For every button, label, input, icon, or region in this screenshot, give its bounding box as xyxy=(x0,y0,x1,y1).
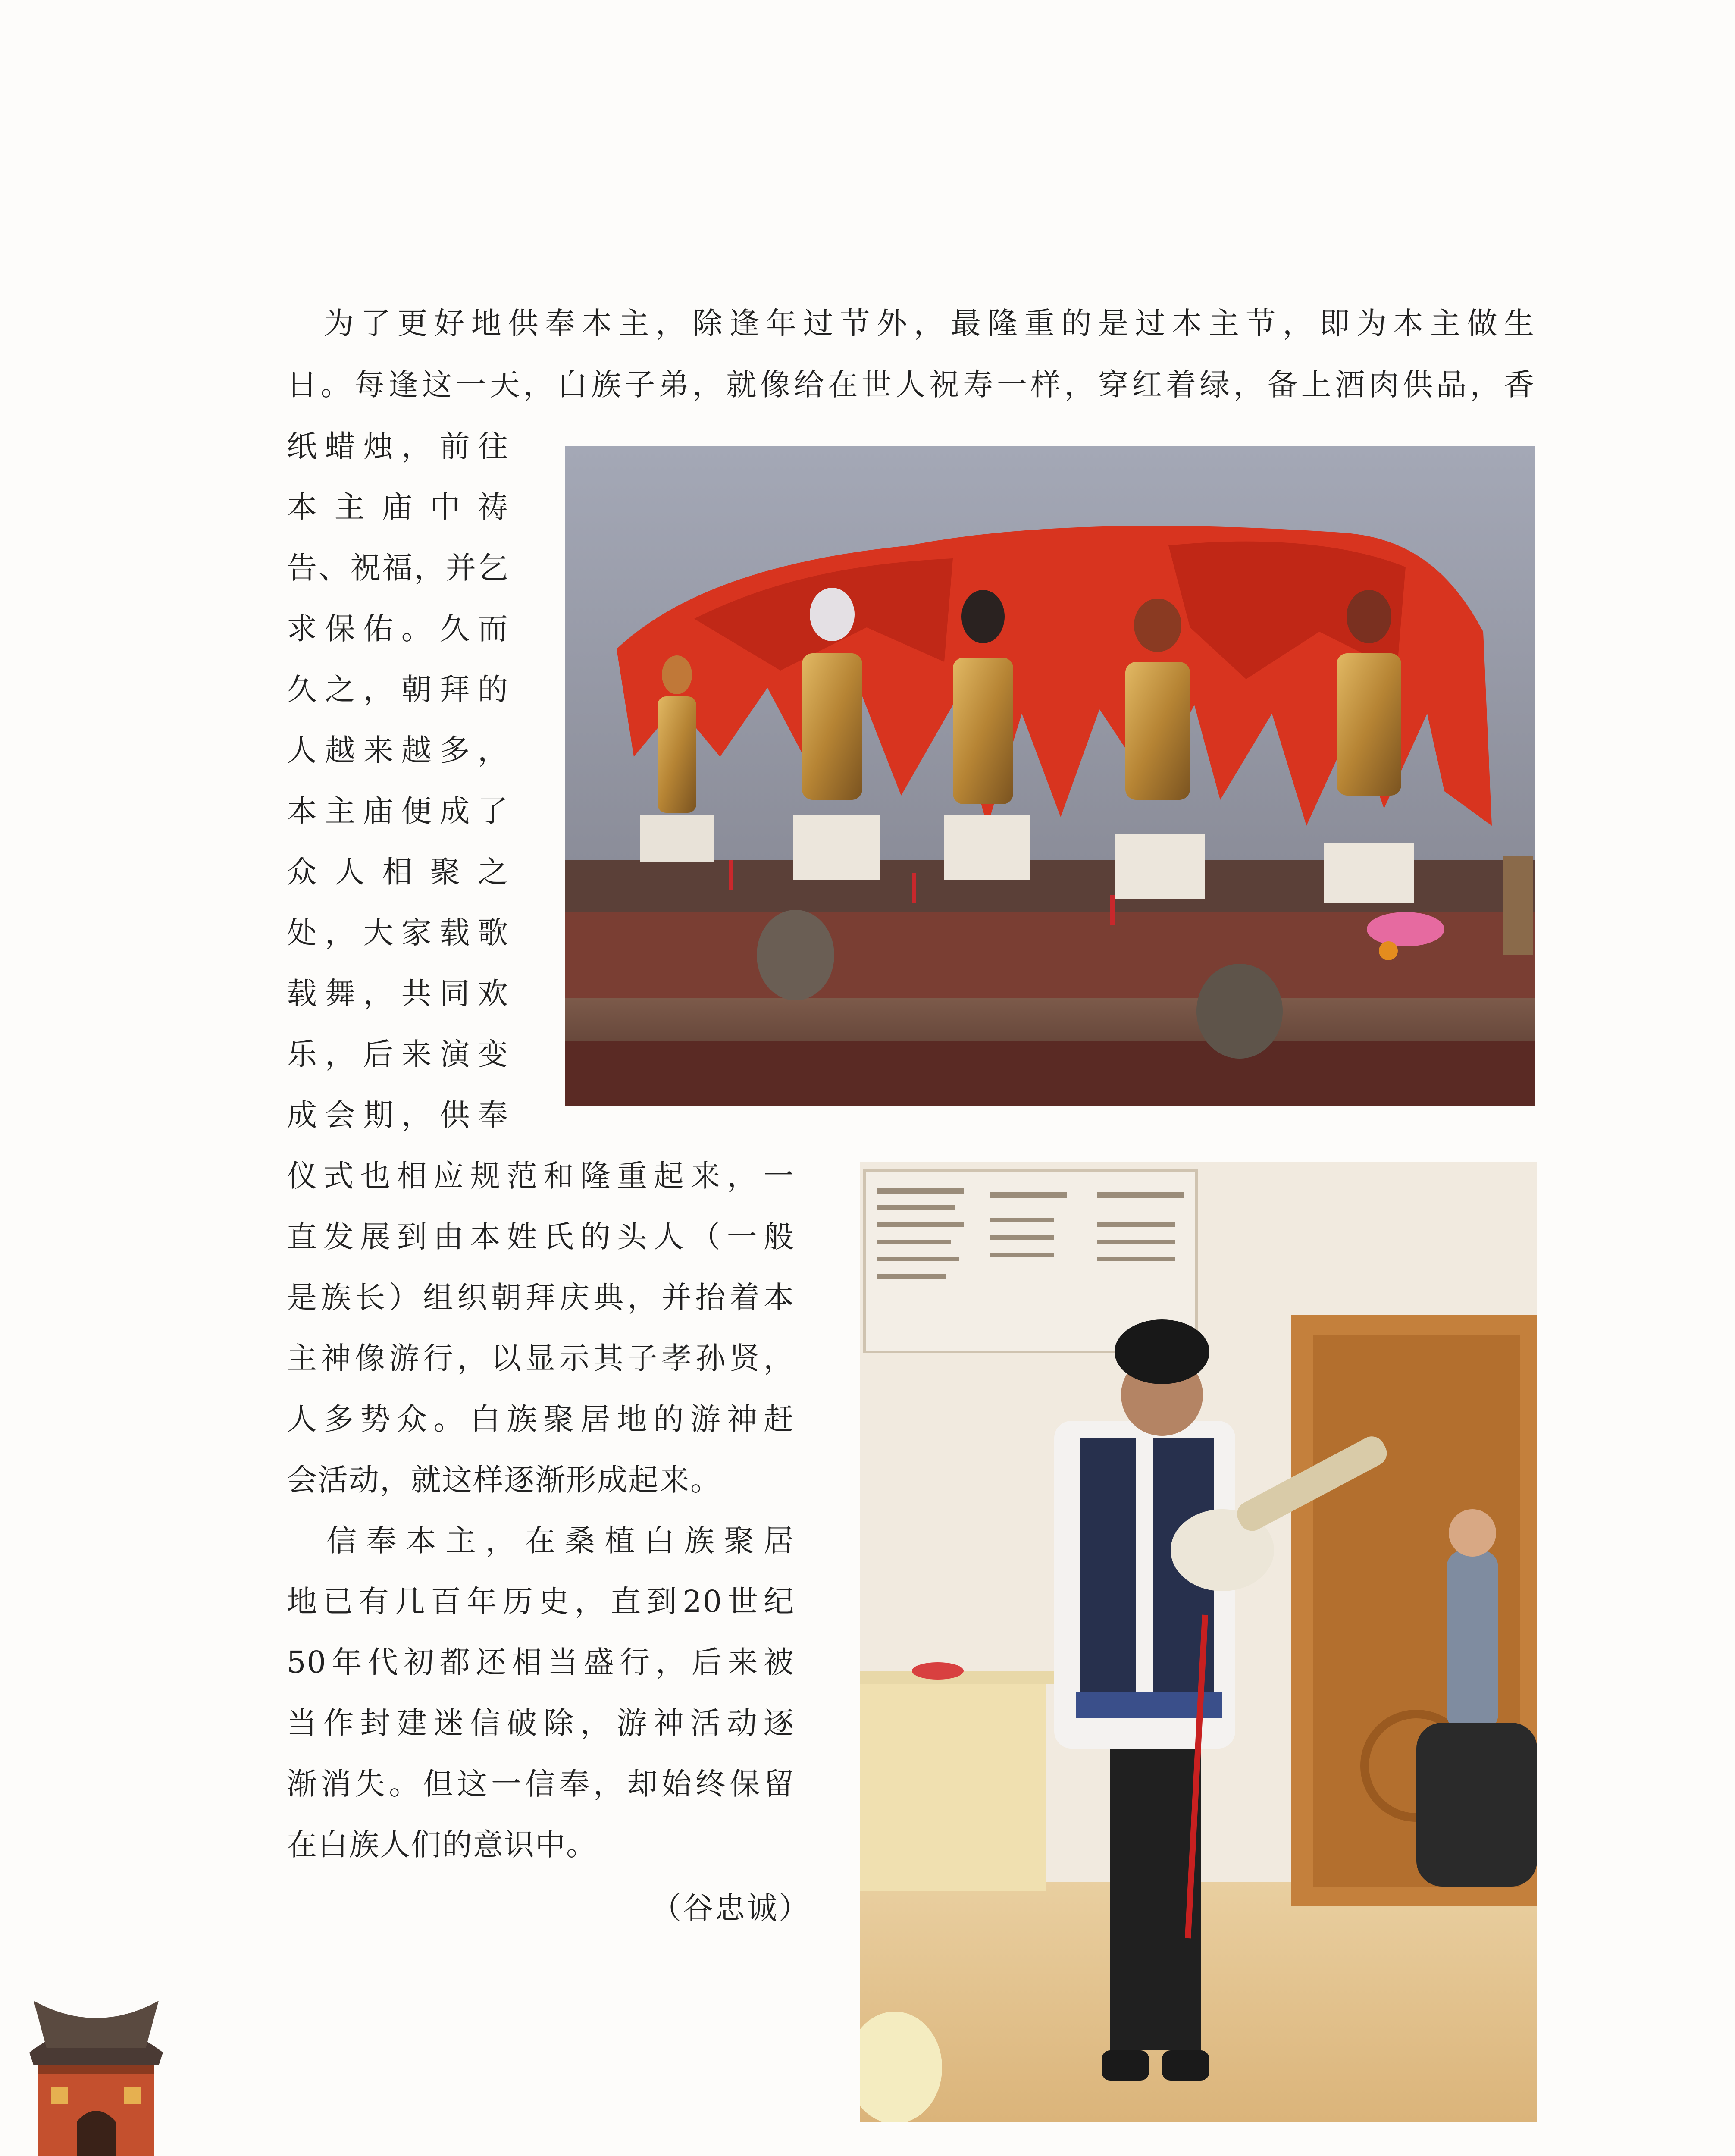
body-text-line: 是族长）组织朝拜庆典，并抬着本 xyxy=(287,1280,795,1315)
body-text-line: 纸蜡烛，前往 xyxy=(287,429,509,464)
body-text-line: 信奉本主，在桑植白族聚居 xyxy=(287,1523,795,1558)
author-credit: （谷忠诚） xyxy=(651,1890,811,1926)
body-text-line: 会活动，就这样逐渐形成起来。 xyxy=(287,1462,721,1498)
body-text-line: 50年代初都还相当盛行，后来被 xyxy=(287,1645,795,1680)
temple-thumbnail-image xyxy=(21,1984,172,2156)
body-text-line: 本主庙便成了 xyxy=(287,793,509,829)
body-text-line: 在白族人们的意识中。 xyxy=(287,1827,597,1862)
body-text-line: 日。每逢这一天，白族子弟，就像给在世人祝寿一样，穿红着绿，备上酒肉供品，香 xyxy=(287,367,1535,402)
body-text-line: 求保佑。久而 xyxy=(287,611,509,646)
body-text-line: 成会期，供奉 xyxy=(287,1097,509,1133)
body-text-line: 地已有几百年历史，直到20世纪 xyxy=(287,1584,795,1619)
body-text-line: 告、祝福，并乞 xyxy=(287,550,509,586)
body-text-line: 主神像游行，以显示其子孝孙贤， xyxy=(287,1341,795,1376)
musician-performance-photo xyxy=(860,1162,1537,2122)
body-text-line: 本主庙中祷 xyxy=(287,489,509,525)
body-text-line: 处，大家载歌 xyxy=(287,915,509,950)
body-text-line: 人越来越多， xyxy=(287,733,509,768)
body-text-line: 当作封建迷信破除，游神活动逐 xyxy=(287,1705,795,1741)
shrine-statues-photo xyxy=(565,446,1535,1106)
body-text-line: 载舞，共同欢 xyxy=(287,976,509,1011)
body-text-line: 直发展到由本姓氏的头人（一般 xyxy=(287,1219,795,1254)
body-text-line: 渐消失。但这一信奉，却始终保留 xyxy=(287,1766,795,1802)
body-text-line: 仪式也相应规范和隆重起来，一 xyxy=(287,1158,795,1194)
body-text-line: 为了更好地供奉本主，除逢年过节外，最隆重的是过本主节，即为本主做生 xyxy=(287,306,1535,341)
body-text-line: 乐，后来演变 xyxy=(287,1037,509,1072)
body-text-line: 人多势众。白族聚居地的游神赶 xyxy=(287,1401,795,1437)
body-text-line: 久之，朝拜的 xyxy=(287,672,509,707)
body-text-line: 众人相聚之 xyxy=(287,854,509,890)
